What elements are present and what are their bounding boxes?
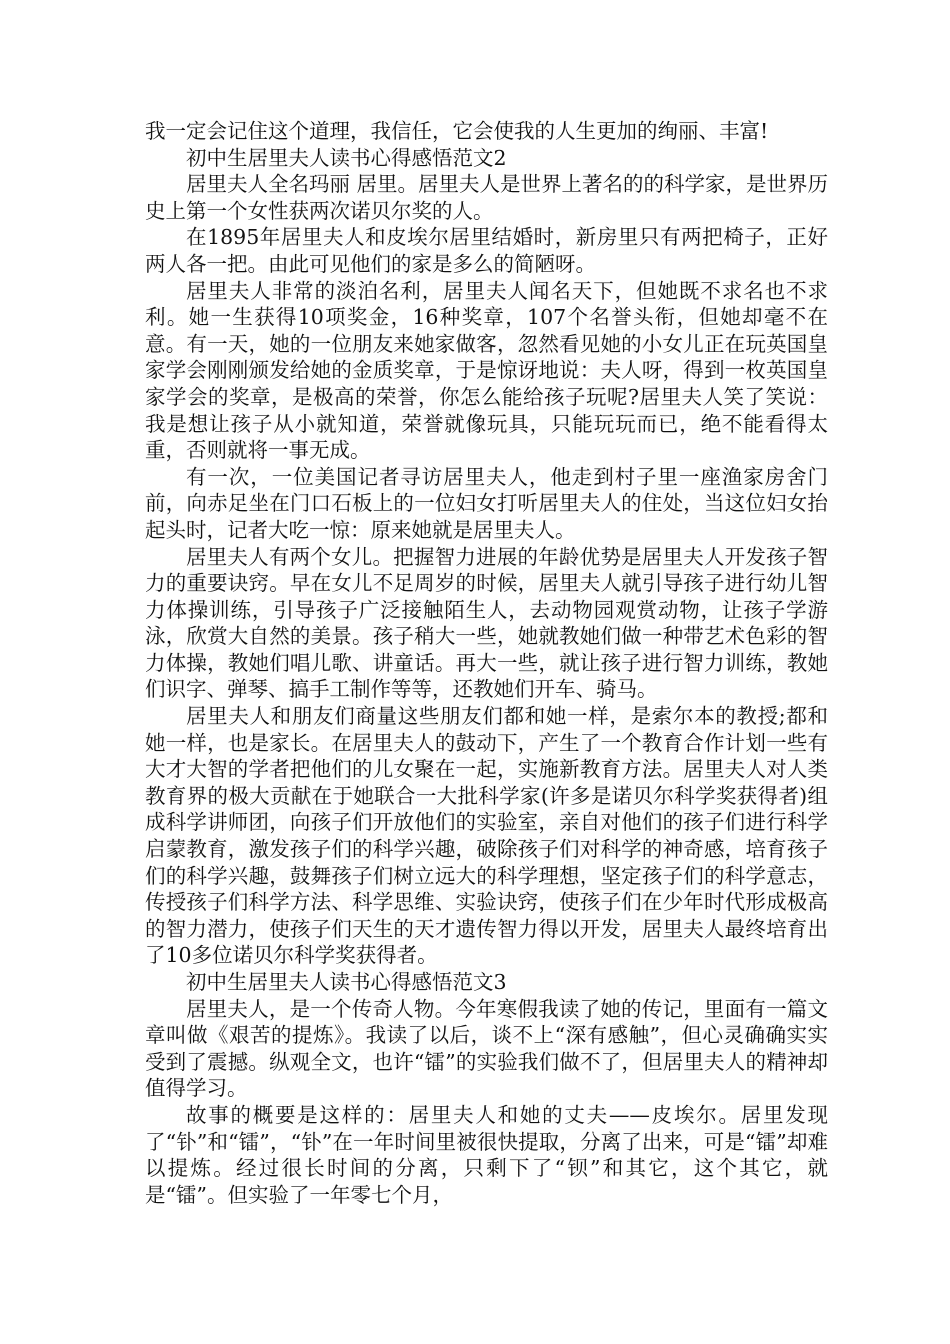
- paragraph: 居里夫人，是一个传奇人物。今年寒假我读了她的传记，里面有一篇文章叫做《艰苦的提炼》。我读了以后，谈不上“深有感触”，但心灵确确实实受到了震撼。纵观全文，也许“镭”的实验我们做不了，但居里夫人的精神却值得学习。: [145, 996, 828, 1101]
- paragraph: 有一次，一位美国记者寻访居里夫人，他走到村子里一座渔家房舍门前，向赤足坐在门口石板上的一位妇女打听居里夫人的住处，当这位妇女抬起头时，记者大吃一惊：原来她就是居里夫人。: [145, 464, 828, 542]
- paragraph-closing-line: 我一定会记住这个道理，我信任，它会使我的人生更加的绚丽、丰富!: [145, 119, 769, 143]
- paragraph: 居里夫人有两个女儿。把握智力进展的年龄优势是居里夫人开发孩子智力的重要诀窍。早在女儿不足周岁的时候，居里夫人就引导孩子进行幼儿智力体操训练，引导孩子广泛接触陌生人，去动物园观赏动物，让孩子学游泳，欣赏大自然的美景。孩子稍大一些，她就教她们做一种带艺术色彩的智力体操，教她们唱儿歌、讲童话。再大一些，就让孩子进行智力训练，教她们识字、弹琴、搞手工制作等等，还教她们开车、骑马。: [145, 544, 828, 702]
- paragraph: 故事的概要是这样的：居里夫人和她的丈夫——皮埃尔。居里发现了“钋”和“镭”，“钋”在一年时间里被很快提取，分离了出来，可是“镭”却难以提炼。经过很长时间的分离，只剩下了“钡”和其它，这个其它，就是“镭”。但实验了一年零七个月，: [145, 1102, 828, 1207]
- document-body: [145, 118, 828, 1208]
- paragraph: 在1895年居里夫人和皮埃尔居里结婚时，新房里只有两把椅子，正好两人各一把。由此可见他们的家是多么的简陋呀。: [145, 225, 828, 276]
- paragraph: 居里夫人全名玛丽 居里。居里夫人是世界上著名的的科学家，是世界历史上第一个女性获两次诺贝尔奖的人。: [145, 172, 829, 223]
- paragraph: 居里夫人和朋友们商量这些朋友们都和她一样，是索尔本的教授;都和她一样，也是家长。在居里夫人的鼓动下，产生了一个教育合作计划一些有大才大智的学者把他们的儿女聚在一起，实施新教育方法。居里夫人对人类教育界的极大贡献在于她联合一大批科学家(许多是诺贝尔科学奖获得者)组成科学讲师团，向孩子们开放他们的实验室，亲自对他们的孩子们进行科学启蒙教育，激发孩子们的科学兴趣，破除孩子们对科学的神奇感，培育孩子们的科学兴趣，鼓舞孩子们树立远大的科学理想，坚定孩子们的科学意志，传授孩子们科学方法、科学思维、实验诀窍，使孩子们在少年时代形成极高的智力潜力，使孩子们天生的天才遗传智力得以开发，居里夫人最终培育出了10多位诺贝尔科学奖获得者。: [145, 704, 828, 968]
- section-heading-2: 初中生居里夫人读书心得感悟范文2: [186, 145, 507, 170]
- section-heading-3: 初中生居里夫人读书心得感悟范文3: [186, 970, 507, 994]
- paragraph: 居里夫人非常的淡泊名利，居里夫人闻名天下，但她既不求名也不求利。她一生获得10项奖金，16种奖章，107个名誉头衔，但她却毫不在意。有一天，她的一位朋友来她家做客，忽然看见她的小女儿正在玩英国皇家学会刚刚颁发给她的金质奖章，于是惊讶地说：夫人呀，得到一枚英国皇家学会的奖章，是极高的荣誉，你怎么能给孩子玩呢?居里夫人笑了笑说：我是想让孩子从小就知道，荣誉就像玩具，只能玩玩而已，绝不能看得太重，否则就将一事无成。: [145, 278, 828, 463]
